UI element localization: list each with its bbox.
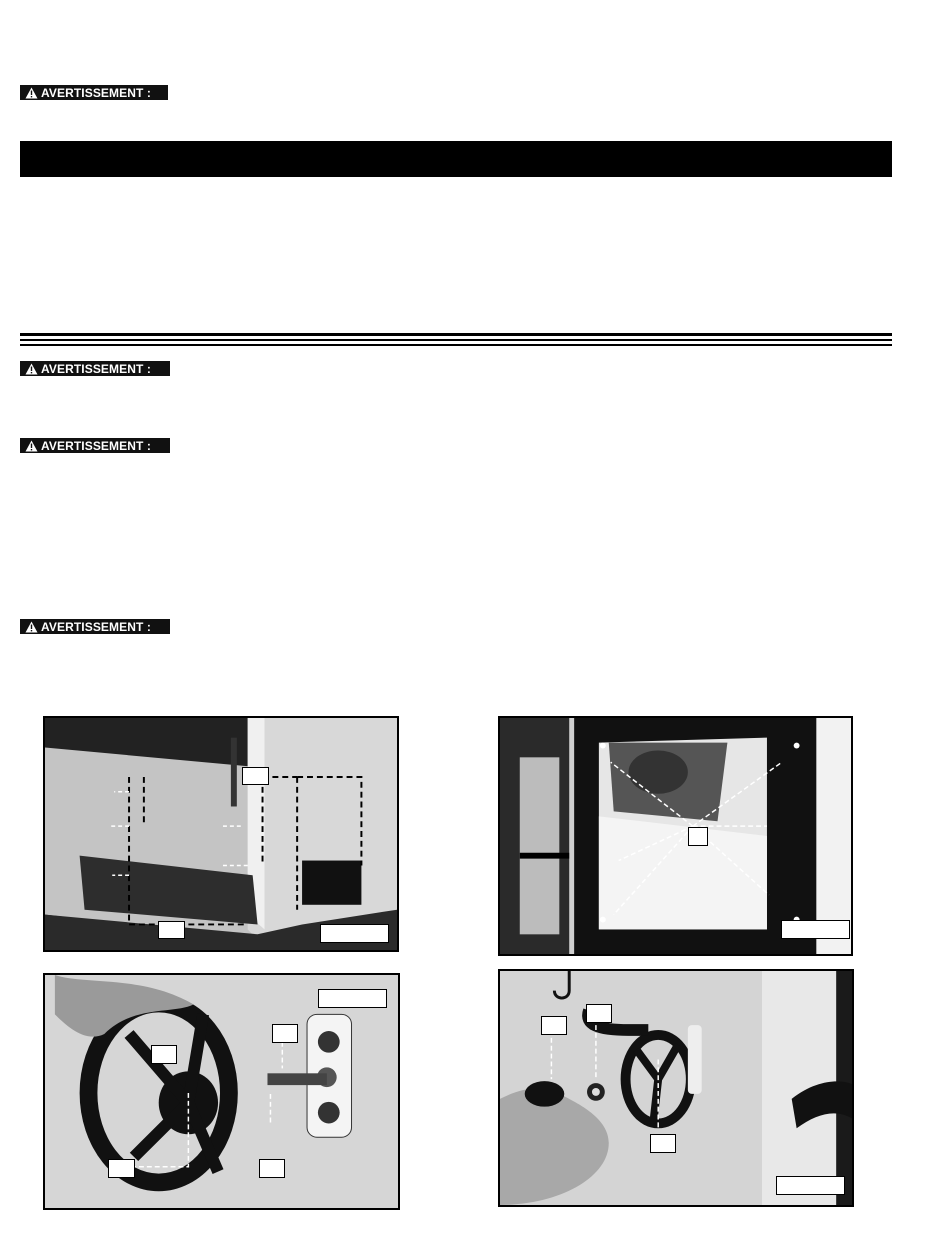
figure-handwheel-installed xyxy=(498,969,854,1207)
figure-number-tag xyxy=(318,989,387,1008)
double-rule xyxy=(20,333,892,336)
figure-number-tag xyxy=(781,920,850,939)
callout-tag xyxy=(259,1159,285,1178)
figure-handwheel-mounting xyxy=(43,973,400,1210)
callout-tag xyxy=(541,1016,567,1035)
warning-triangle-icon xyxy=(25,363,38,375)
warning-triangle-icon xyxy=(25,621,38,633)
double-rule-lower xyxy=(20,339,892,341)
double-rule-bottom xyxy=(20,344,892,346)
photo-cabinet-frame xyxy=(500,718,851,954)
warning-text: AVERTISSEMENT : xyxy=(41,438,151,453)
photo-handwheel-installed xyxy=(500,971,852,1205)
callout-tag xyxy=(272,1024,298,1043)
callout-tag xyxy=(108,1159,135,1178)
callout-tag xyxy=(650,1134,676,1153)
warning-label xyxy=(20,438,170,453)
callout-tag xyxy=(242,767,269,785)
photo-cabinet-side xyxy=(45,718,397,950)
figure-cabinet-side-panel xyxy=(43,716,399,952)
figure-number-tag xyxy=(776,1176,845,1195)
section-header-bar xyxy=(20,141,892,177)
warning-label xyxy=(20,85,168,100)
photo-handwheel-mounting xyxy=(45,975,398,1208)
callout-tag xyxy=(586,1004,612,1023)
warning-label xyxy=(20,361,170,376)
warning-text: AVERTISSEMENT : xyxy=(41,85,151,100)
callout-tag xyxy=(158,921,185,939)
warning-triangle-icon xyxy=(25,440,38,452)
callout-tag xyxy=(688,827,708,846)
warning-text: AVERTISSEMENT : xyxy=(41,361,151,376)
warning-label xyxy=(20,619,170,634)
figure-cabinet-frame-open xyxy=(498,716,853,956)
callout-tag xyxy=(151,1045,177,1064)
warning-triangle-icon xyxy=(25,87,38,99)
warning-text: AVERTISSEMENT : xyxy=(41,619,151,634)
figure-number-tag xyxy=(320,924,389,943)
